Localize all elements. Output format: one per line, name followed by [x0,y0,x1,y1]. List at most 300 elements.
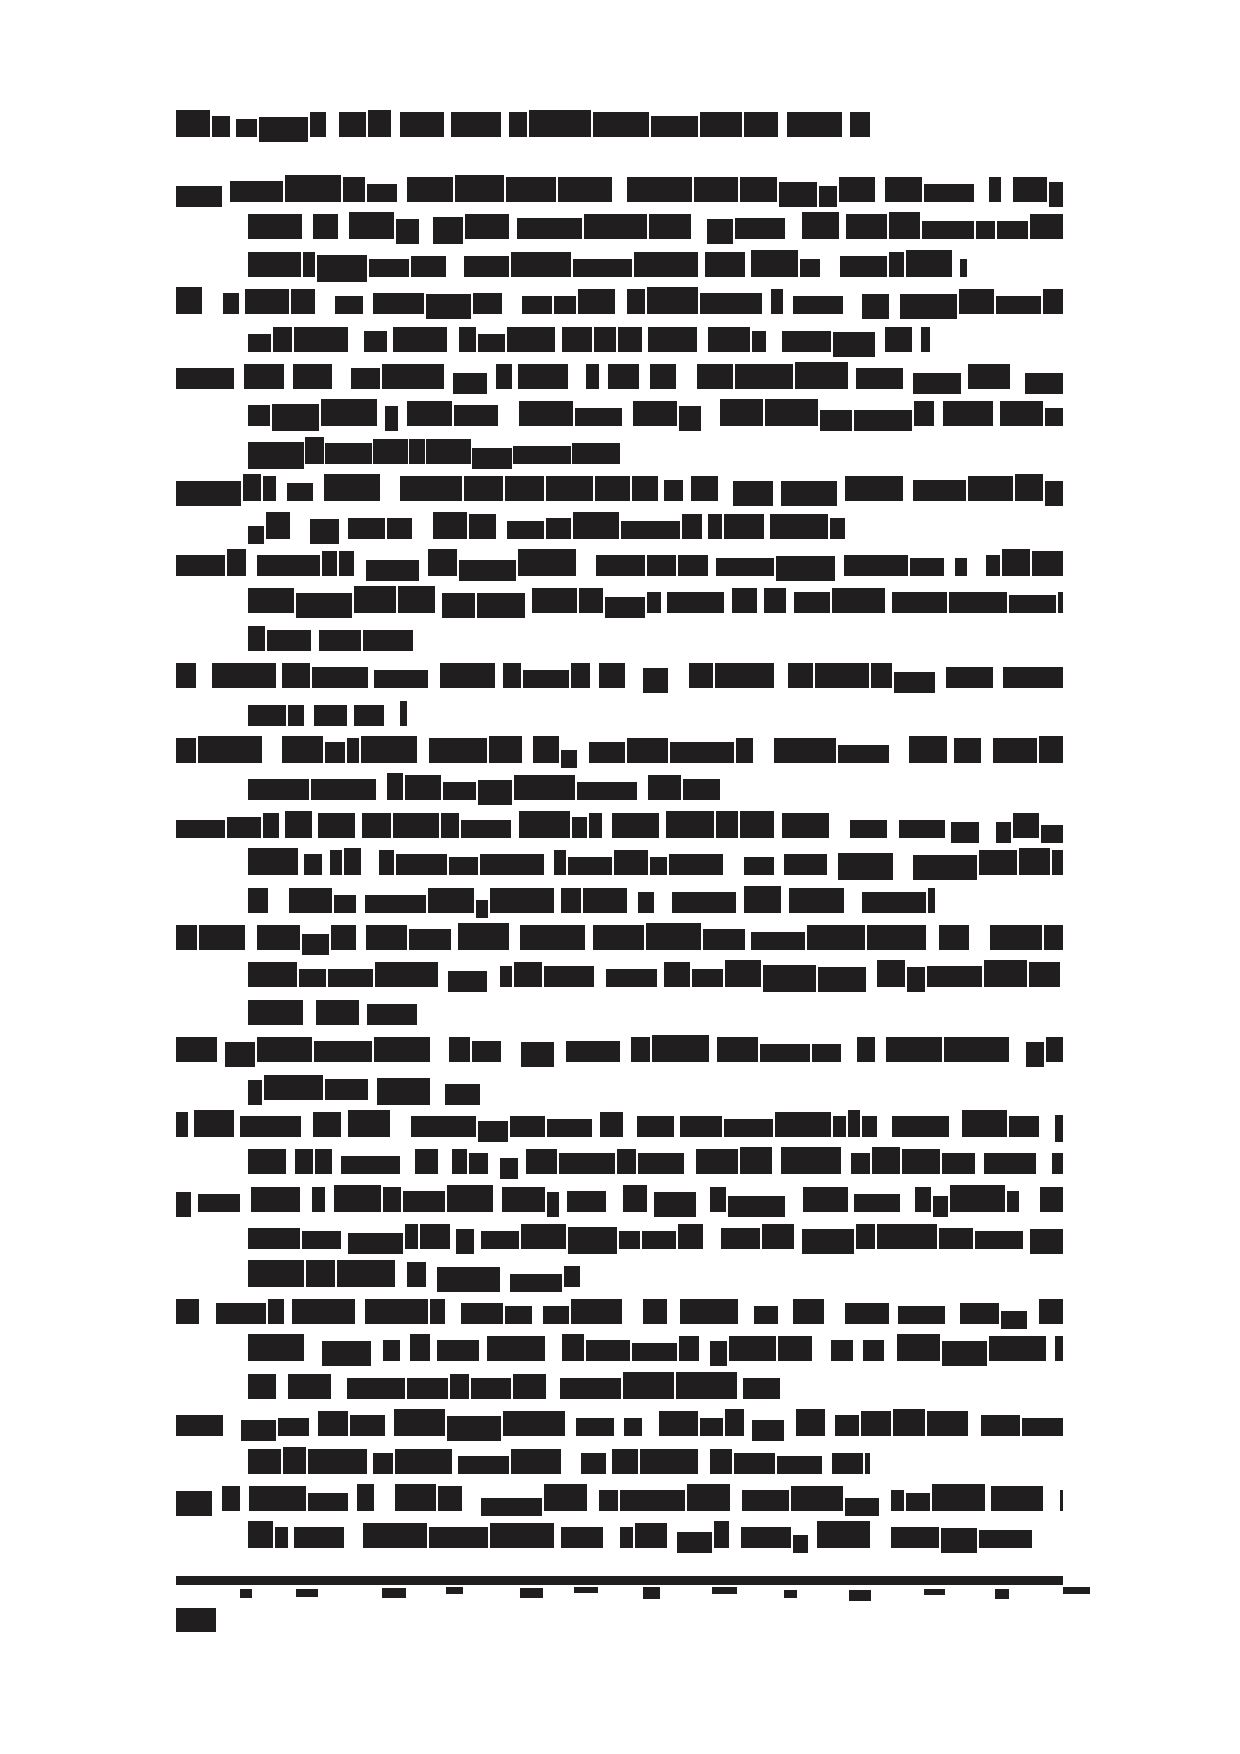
redacted-line [176,736,1063,763]
redacted-text-chunk [526,1149,557,1174]
redacted-text-chunk [996,822,1011,843]
redacted-text-chunk [720,399,763,426]
redacted-text-chunk [176,368,234,389]
redacted-text-chunk [914,401,934,426]
redacted-text-chunk [643,1299,667,1324]
redacted-text-chunk [374,1037,430,1062]
redacted-line [176,923,1063,950]
redacted-text-chunk [507,521,544,539]
redacted-text-chunk [373,1453,393,1474]
redacted-text-chunk [294,1527,344,1548]
redacted-text-chunk [596,555,645,576]
redacted-text-chunk [544,1484,587,1511]
redacted-text-chunk [409,439,425,464]
redacted-text-chunk [572,817,587,838]
redacted-text-chunk [455,175,504,202]
redacted-line [248,848,1063,875]
redacted-text-chunk [845,1303,889,1324]
redacted-text-chunk [310,519,339,544]
redacted-text-chunk [694,177,738,202]
redacted-text-chunk [461,820,511,838]
redacted-text-chunk [278,1418,309,1436]
redacted-text-chunk [558,177,612,202]
redacted-text-chunk [627,177,692,202]
redacted-text-chunk [248,888,268,913]
redacted-text-chunk [680,1299,738,1324]
redacted-text-chunk [322,1341,371,1366]
redacted-text-chunk [960,1303,999,1324]
redacted-text-chunk [222,1486,240,1511]
redacted-text-chunk [465,214,509,239]
redacted-text-chunk [997,221,1028,239]
redacted-text-chunk [212,116,230,137]
redacted-text-chunk [375,962,438,987]
redacted-text-chunk [670,742,734,763]
redacted-text-chunk [763,965,816,992]
redacted-text-chunk [710,1341,727,1366]
redacted-text-chunk [637,1116,674,1137]
redacted-text-chunk [989,177,1001,202]
redacted-text-chunk [176,1299,199,1324]
redacted-text-chunk [441,813,459,838]
redacted-text-chunk [461,1303,503,1324]
redacted-text-chunk [1049,182,1063,207]
redacted-text-chunk [968,476,1013,501]
redacted-text-chunk [1039,1299,1063,1324]
redacted-text-chunk [573,259,632,277]
redacted-text-chunk [1045,481,1063,506]
redacted-text-chunk [373,439,408,464]
redacted-text-chunk [652,1035,709,1062]
redacted-text-chunk [472,448,512,469]
redacted-text-chunk [589,742,625,763]
redacted-text-chunk [955,558,967,576]
redacted-text-chunk [679,406,701,431]
redacted-text-chunk [341,1156,400,1174]
redacted-text-chunk [481,1498,542,1516]
redacted-text-chunk [708,327,750,352]
redacted-text-chunk [407,177,453,202]
redacted-text-chunk [251,1187,300,1212]
redacted-text-chunk [429,1527,488,1548]
redacted-text-chunk [288,705,304,726]
redacted-text-chunk [807,925,865,950]
redacted-text-chunk [282,736,323,763]
redacted-text-chunk [361,736,417,763]
redacted-text-chunk [450,1374,469,1399]
redacted-line [176,474,1063,501]
redacted-text-chunk [650,364,676,389]
redacted-text-chunk [487,1336,545,1361]
redacted-line [248,212,1063,239]
redacted-text-chunk [357,1484,374,1511]
redacted-text-chunk [649,214,691,239]
redacted-text-chunk [547,1192,559,1217]
redacted-line [248,960,1063,987]
redacted-text-chunk [383,1187,401,1212]
redacted-text-chunk [236,119,257,137]
redacted-text-chunk [362,813,391,838]
redacted-text-chunk [680,1116,722,1137]
redacted-text-chunk [514,775,575,800]
redacted-text-chunk [986,555,1000,576]
redacted-text-chunk [331,925,356,950]
redacted-text-chunk [316,1000,359,1025]
redacted-text-chunk [339,112,366,137]
redacted-text-chunk [775,1112,831,1137]
redacted-text-chunk [954,738,981,763]
redacted-text-chunk [893,1409,925,1436]
redacted-text-chunk [907,967,925,992]
redacted-text-chunk [1009,595,1056,613]
redacted-text-chunk [733,481,773,506]
redacted-text-chunk [599,663,625,688]
redacted-text-chunk [659,1411,698,1436]
redacted-text-chunk [900,294,957,319]
redacted-text-chunk [248,334,271,352]
redacted-text-chunk [248,1000,303,1025]
redacted-text-chunk [687,1484,730,1511]
redacted-text-chunk [672,892,736,913]
redacted-text-chunk [489,736,522,763]
redacted-text-chunk [420,1224,450,1249]
redacted-text-chunk [288,1374,331,1399]
redacted-text-chunk [949,592,1007,613]
redacted-text-chunk [500,1158,518,1179]
redacted-text-chunk [433,512,467,539]
redacted-text-chunk [354,705,384,726]
redacted-text-chunk [521,1042,554,1067]
redacted-text-chunk [367,1004,417,1025]
redacted-text-chunk [634,252,698,277]
redacted-text-chunk [981,1415,1020,1436]
redacted-text-chunk [176,555,225,576]
redacted-text-chunk [575,408,622,426]
redacted-text-chunk [941,1528,977,1553]
redacted-text-chunk [984,1153,1036,1174]
redacted-text-chunk [845,476,903,501]
redacted-text-chunk [433,217,463,244]
redacted-text-chunk [586,364,599,389]
redacted-text-chunk [458,923,509,950]
redacted-text-chunk [459,560,516,581]
redacted-text-chunk [296,593,352,618]
redacted-text-chunk [839,177,875,202]
redacted-text-chunk [677,1532,712,1553]
redacted-text-chunk [283,1447,306,1474]
redacted-text-chunk [741,1527,791,1548]
redacted-text-chunk [700,112,742,137]
redacted-text-chunk [593,925,644,950]
redacted-text-chunk [606,969,657,987]
redacted-text-chunk [400,701,407,726]
redacted-text-chunk [654,1192,696,1217]
redacted-text-chunk [471,1378,511,1399]
redacted-text-chunk [581,1453,606,1474]
redacted-text-chunk [1052,1153,1063,1174]
redacted-text-chunk [248,588,294,613]
redacted-text-chunk [933,1196,948,1217]
redacted-text-chunk [248,848,298,875]
redacted-text-chunk [886,1037,942,1062]
redacted-text-chunk [368,110,391,137]
redacted-text-chunk [308,1493,348,1511]
redacted-text-chunk [1044,925,1063,950]
redacted-text-chunk [774,738,836,763]
redacted-text-chunk [312,1187,325,1212]
redacted-text-chunk [818,967,866,992]
redacted-text-chunk [302,1231,341,1249]
redacted-text-chunk [647,287,698,314]
redacted-text-chunk [752,331,766,352]
redacted-text-chunk [349,212,394,239]
redacted-text-chunk [257,925,300,950]
redacted-text-chunk [396,219,419,244]
redacted-text-chunk [366,560,419,581]
redacted-text-chunk [518,364,568,389]
scan-noise-mark [520,1588,543,1598]
redacted-text-chunk [347,1378,405,1399]
redacted-text-chunk [802,212,839,239]
redacted-text-chunk [573,512,619,539]
redacted-text-chunk [732,588,757,613]
redacted-text-chunk [554,850,566,875]
redacted-text-chunk [264,1075,323,1100]
redacted-text-chunk [400,112,444,137]
redacted-text-chunk [415,1149,438,1174]
redacted-text-chunk [584,214,647,239]
redacted-text-chunk [248,442,304,469]
redacted-text-chunk [505,476,544,501]
redacted-text-chunk [943,401,993,426]
redacted-text-chunk [885,177,922,202]
redacted-text-chunk [559,1153,615,1174]
redacted-text-chunk [910,558,944,576]
redacted-text-chunk [894,672,935,693]
redacted-text-chunk [521,1224,566,1249]
redacted-text-chunk [627,738,668,763]
redacted-text-chunk [885,327,912,352]
redacted-text-chunk [705,252,745,277]
scan-noise-mark [240,1589,252,1598]
redacted-text-chunk [363,1523,427,1548]
redacted-text-chunk [385,406,398,431]
redacted-text-chunk [1029,962,1060,987]
redacted-text-chunk [490,888,554,913]
redacted-line [176,287,1063,314]
redacted-text-chunk [285,175,341,202]
redacted-text-chunk [514,962,542,987]
redacted-text-chunk [272,404,319,431]
redacted-text-chunk [324,474,380,501]
redacted-text-chunk [939,1228,973,1249]
scan-noise-mark [643,1587,660,1599]
scan-noise-mark [446,1587,463,1594]
redacted-text-chunk [313,214,338,239]
redacted-text-chunk [599,1490,618,1511]
redacted-line [248,1260,580,1287]
redacted-text-chunk [313,1112,341,1137]
redacted-text-chunk [721,1228,760,1249]
redacted-line [248,1521,1032,1548]
redacted-text-chunk [927,1411,968,1436]
redacted-text-chunk [1055,1336,1063,1361]
redacted-text-chunk [517,218,582,239]
redacted-text-chunk [796,1409,825,1436]
redacted-text-chunk [833,332,875,357]
redacted-text-chunk [395,1449,452,1474]
redacted-text-chunk [503,1411,565,1436]
redacted-line [248,773,720,800]
redacted-text-chunk [838,853,893,880]
redacted-text-chunk [295,1149,313,1174]
redacted-text-chunk [620,1527,633,1548]
redacted-text-chunk [891,1527,939,1548]
redacted-text-chunk [1013,177,1047,202]
redacted-text-chunk [1025,373,1063,394]
redacted-text-chunk [273,327,292,352]
redacted-text-chunk [913,373,961,394]
redacted-text-chunk [1002,549,1030,576]
redacted-line [176,661,1063,688]
redacted-text-chunk [856,1224,875,1249]
redacted-text-chunk [734,1453,775,1474]
redacted-text-chunk [939,925,969,950]
redacted-text-chunk [447,1185,493,1212]
redacted-text-chunk [334,1185,381,1212]
redacted-text-chunk [1030,214,1063,239]
scan-noise-mark [784,1590,797,1598]
redacted-text-chunk [519,811,570,838]
redacted-text-chunk [1026,1042,1044,1067]
redacted-text-chunk [302,934,329,955]
redacted-text-chunk [248,1334,304,1361]
redacted-text-chunk [692,969,723,987]
scan-noise-mark [995,1589,1009,1599]
redacted-text-chunk [513,446,571,464]
redacted-text-chunk [285,811,312,838]
redacted-text-chunk [863,1340,884,1361]
redacted-text-chunk [579,588,603,613]
redacted-text-chunk [410,1334,430,1361]
redacted-text-chunk [614,850,648,875]
redacted-text-chunk [679,1336,699,1361]
redacted-text-chunk [586,1340,630,1361]
redacted-text-chunk [899,820,945,838]
redacted-text-chunk [568,1227,617,1254]
redacted-text-chunk [770,514,828,539]
redacted-text-chunk [449,857,478,875]
redacted-text-chunk [897,1334,940,1361]
redacted-text-chunk [921,327,930,352]
redacted-text-chunk [1001,1311,1027,1329]
redacted-text-chunk [403,1191,445,1212]
redacted-text-chunk [299,969,326,987]
redacted-text-chunk [176,481,241,506]
redacted-text-chunk [430,1299,445,1324]
redacted-text-chunk [833,1116,846,1137]
redacted-text-chunk [906,250,952,277]
redacted-text-chunk [1060,1490,1063,1511]
redacted-text-chunk [477,593,525,618]
redacted-text-chunk [627,289,645,314]
redacted-text-chunk [343,177,365,202]
redacted-text-chunk [716,811,738,838]
redacted-text-chunk [469,1153,488,1174]
redacted-text-chunk [1000,401,1043,426]
redacted-text-chunk [605,597,645,618]
redacted-text-chunk [230,181,283,202]
redacted-text-chunk [689,663,713,688]
redacted-line [248,586,1063,613]
redacted-text-chunk [942,1341,987,1366]
redacted-text-chunk [619,1231,640,1249]
redacted-text-chunk [913,480,966,501]
redacted-text-chunk [632,476,658,501]
redacted-text-chunk [856,368,903,389]
redacted-text-chunk [248,626,265,651]
redacted-line [176,1110,1063,1137]
redacted-text-chunk [944,1037,1009,1062]
redacted-text-chunk [544,966,594,987]
redacted-text-chunk [304,854,322,875]
redacted-text-chunk [266,512,290,539]
redacted-text-chunk [267,630,311,651]
redacted-text-chunk [571,663,590,688]
redacted-text-chunk [760,1044,810,1062]
redacted-text-chunk [532,588,577,613]
redacted-text-chunk [1015,474,1043,501]
redacted-line [248,325,930,352]
redacted-text-chunk [1043,289,1063,314]
redacted-text-chunk [567,1191,606,1212]
redacted-line [176,1409,1063,1436]
redacted-text-chunk [802,1229,854,1254]
redacted-text-chunk [510,1116,545,1137]
redacted-text-chunk [318,1411,348,1436]
scan-noise-mark [296,1589,318,1597]
redacted-text-chunk [990,925,1042,950]
redacted-text-chunk [840,256,887,277]
redacted-text-chunk [617,1149,636,1174]
redacted-text-chunk [405,775,441,800]
redacted-text-chunk [511,1449,561,1474]
redacted-text-chunk [902,1149,940,1174]
redacted-text-chunk [437,1267,500,1292]
redacted-text-chunk [1046,1037,1063,1062]
redacted-text-chunk [317,255,367,282]
redacted-text-chunk [678,555,708,576]
redacted-text-chunk [646,923,701,950]
redacted-line [248,624,423,651]
footer-rule [176,1576,1063,1585]
redacted-text-chunk [1040,1187,1063,1212]
redacted-text-chunk [787,112,842,137]
redacted-text-chunk [398,586,435,613]
redacted-text-chunk [788,663,813,688]
redacted-text-chunk [877,1224,937,1249]
redacted-text-chunk [248,405,270,426]
redacted-text-chunk [429,738,487,763]
redacted-text-chunk [913,855,977,880]
redacted-text-chunk [223,293,239,314]
redacted-text-chunk [448,971,487,992]
redacted-text-chunk [348,1233,403,1254]
redacted-text-chunk [678,1224,703,1249]
redacted-text-chunk [608,364,639,389]
redacted-text-chunk [924,184,974,202]
redacted-text-chunk [379,850,394,875]
